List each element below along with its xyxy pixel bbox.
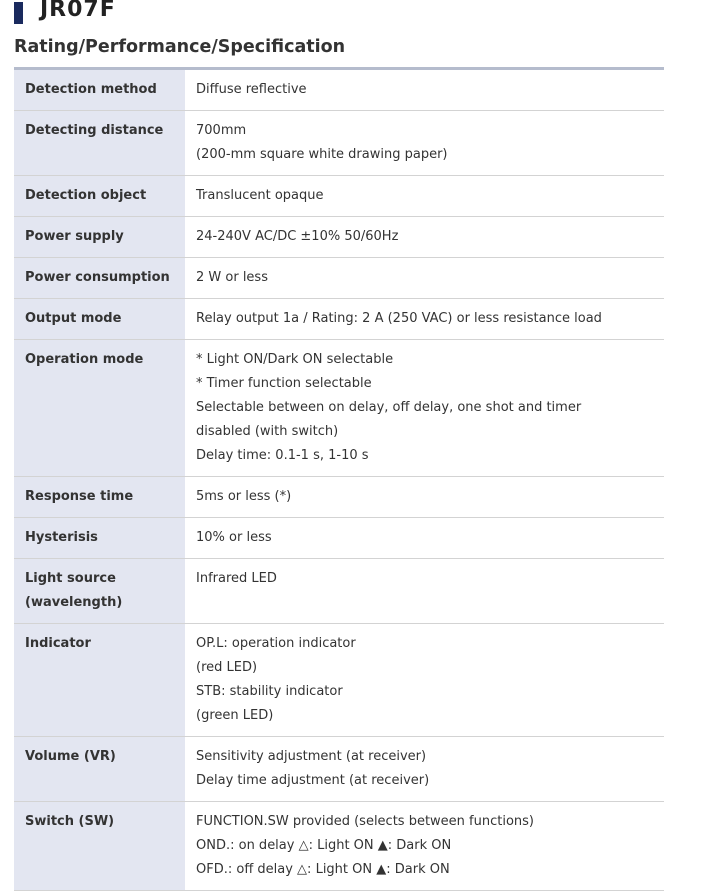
spec-label [14,258,185,299]
spec-label-line: Indicator [25,636,91,651]
spec-value [185,477,664,518]
spec-label [14,477,185,518]
spec-row [14,624,664,737]
spec-value-line: Infrared LED [196,571,277,586]
spec-value-line: 24-240V AC/DC ±10% 50/60Hz [196,229,399,244]
spec-label-line: Response time [25,489,134,504]
spec-label-line: Detecting distance [25,123,164,138]
spec-label [14,518,185,559]
spec-value [185,111,664,176]
spec-value-line: 2 W or less [196,270,268,285]
spec-value [185,802,664,891]
spec-value-line: Delay time adjustment (at receiver) [196,773,430,788]
spec-label [14,559,185,624]
spec-value-line: (200-mm square white drawing paper) [196,147,448,162]
spec-row [14,340,664,477]
spec-row [14,518,664,559]
spec-label-line: Switch (SW) [25,814,115,829]
spec-label [14,111,185,176]
section-title: Rating/Performance/Specification [14,37,346,57]
spec-row [14,299,664,340]
spec-value [185,340,664,477]
spec-value-line: 10% or less [196,530,272,545]
spec-label-line: Volume (VR) [25,749,116,764]
spec-row [14,477,664,518]
spec-table [14,67,664,891]
spec-value-line: STB: stability indicator [196,684,343,699]
spec-row [14,217,664,258]
spec-row [14,258,664,299]
spec-value-line: OND.: on delay △: Light ON ▲: Dark ON [196,838,452,853]
spec-value-line: Selectable between on delay, off delay, one shot and timer [196,400,582,415]
spec-value-line: (red LED) [196,660,258,675]
spec-value-line: 5ms or less (*) [196,489,292,504]
spec-value-line: Sensitivity adjustment (at receiver) [196,749,427,764]
spec-label [14,176,185,217]
spec-value-line: OP.L: operation indicator [196,636,356,651]
spec-label [14,340,185,477]
spec-label-line: Power supply [25,229,124,244]
spec-value [185,258,664,299]
spec-label-line: Light source [25,571,116,586]
product-header [0,0,713,30]
spec-value-line: FUNCTION.SW provided (selects between functions) [196,814,534,829]
spec-row [14,737,664,802]
spec-value [185,737,664,802]
spec-value-line: 700mm [196,123,247,138]
spec-label-line: Operation mode [25,352,144,367]
spec-value [185,217,664,258]
spec-value-line: disabled (with switch) [196,424,339,439]
spec-value [185,559,664,624]
spec-row [14,69,664,111]
spec-row [14,559,664,624]
spec-value-line: * Timer function selectable [196,376,372,391]
spec-value-line: OFD.: off delay △: Light ON ▲: Dark ON [196,862,450,877]
spec-label [14,69,185,111]
spec-label-line: Hysterisis [25,530,98,545]
product-title: JR07F [40,0,116,22]
spec-value-line: Relay output 1a / Rating: 2 A (250 VAC) or less resistance load [196,311,602,326]
spec-row [14,802,664,891]
spec-value [185,69,664,111]
spec-label [14,802,185,891]
spec-value [185,299,664,340]
spec-label [14,624,185,737]
spec-value [185,624,664,737]
spec-value-line: (green LED) [196,708,274,723]
spec-row [14,176,664,217]
spec-value [185,176,664,217]
spec-value-line: Delay time: 0.1-1 s, 1-10 s [196,448,369,463]
spec-label-line: (wavelength) [25,595,123,610]
spec-label [14,299,185,340]
spec-label [14,737,185,802]
spec-row [14,111,664,176]
spec-label-line: Detection object [25,188,147,203]
spec-value-line: Diffuse reflective [196,82,307,97]
spec-value [185,518,664,559]
spec-value-line: Translucent opaque [196,188,324,203]
title-accent-bar [14,2,23,24]
spec-value-line: * Light ON/Dark ON selectable [196,352,394,367]
spec-label [14,217,185,258]
spec-label-line: Output mode [25,311,122,326]
spec-label-line: Power consumption [25,270,170,285]
spec-label-line: Detection method [25,82,157,97]
